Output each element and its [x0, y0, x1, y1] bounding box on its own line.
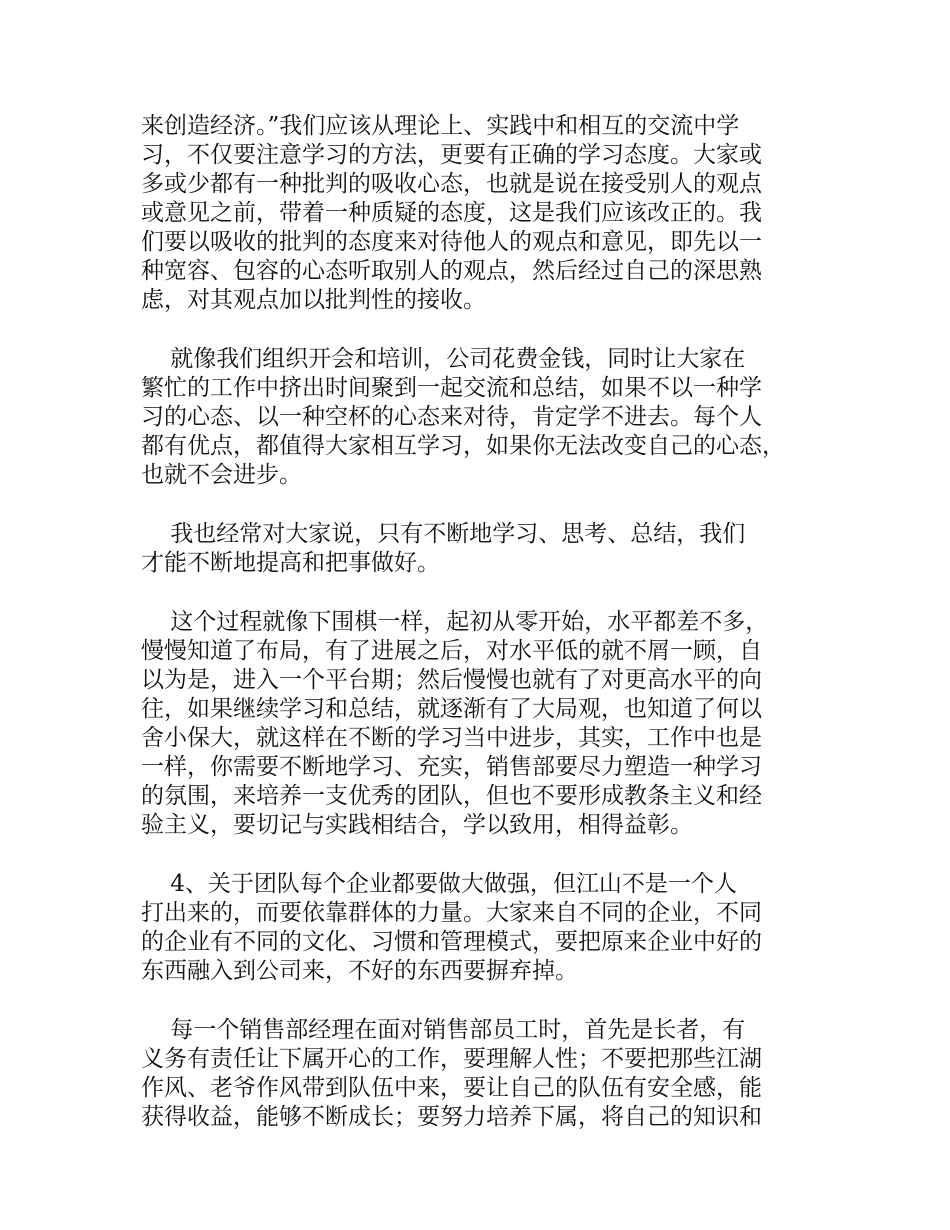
text-line: 才能不断地提高和把事做好。: [141, 550, 440, 576]
paragraph-4: [141, 608, 821, 840]
text-line: 一样，你需要不断地学习、充实，销售部要尽力塑造一种学习: [141, 754, 762, 780]
paragraph-5: [141, 870, 821, 986]
text-line: 作风、老爷作风带到队伍中来，要让自己的队伍有安全感，能: [141, 1075, 762, 1101]
text-line: 以为是，进入一个平台期；然后慢慢也就有了对更高水平的向: [141, 667, 762, 693]
paragraph-2: [141, 345, 821, 490]
text-line: 们要以吸收的批判的态度来对待他人的观点和意见，即先以一: [141, 229, 762, 255]
text-line: 繁忙的工作中挤出时间聚到一起交流和总结，如果不以一种学: [141, 375, 762, 401]
text-line: 种宽容、包容的心态听取别人的观点，然后经过自己的深思熟: [141, 258, 762, 284]
text-line: 都有优点，都值得大家相互学习，如果你无法改变自己的心态，: [141, 433, 785, 459]
text-line: 这个过程就像下围棋一样，起初从零开始，水平都差不多，: [141, 609, 769, 635]
text-line: 慢慢知道了布局，有了进展之后，对水平低的就不屑一顾，自: [141, 638, 762, 664]
text-line: 我也经常对大家说，只有不断地学习、思考、总结，我们: [141, 521, 746, 547]
text-line: 也就不会进步。: [141, 462, 302, 488]
text-line: 东西融入到公司来，不好的东西要摒弃掉。: [141, 958, 578, 984]
text-line: 验主义，要切记与实践相结合，学以致用，相得益彰。: [141, 812, 693, 838]
text-line: 虑，对其观点加以批判性的接收。: [141, 287, 486, 313]
paragraph-6: [141, 1016, 821, 1132]
text-line: 习的心态、以一种空杯的心态来对待，肯定学不进去。每个人: [141, 404, 762, 430]
text-line: 来创造经济。”我们应该从理论上、实践中和相互的交流中学: [141, 113, 740, 139]
text-line: 或意见之前，带着一种质疑的态度，这是我们应该改正的。我: [141, 200, 762, 226]
text-line: 义务有责任让下属开心的工作，要理解人性；不要把那些江湖: [141, 1046, 762, 1072]
paragraph-1: [141, 112, 821, 315]
text-line: 多或少都有一种批判的吸收心态，也就是说在接受别人的观点: [141, 171, 762, 197]
text-line: 的企业有不同的文化、习惯和管理模式，要把原来企业中好的: [141, 929, 762, 955]
text-line: 往，如果继续学习和总结，就逐渐有了大局观，也知道了何以: [141, 696, 762, 722]
paragraph-3: [141, 520, 821, 578]
document-body: [141, 112, 821, 1162]
text-line: 就像我们组织开会和培训，公司花费金钱，同时让大家在: [141, 346, 746, 372]
text-line: 4、关于团队每个企业都要做大做强，但江山不是一个人: [141, 871, 737, 897]
text-line: 获得收益，能够不断成长；要努力培养下属，将自己的知识和: [141, 1104, 762, 1130]
text-line: 习，不仅要注意学习的方法，更要有正确的学习态度。大家或: [141, 142, 762, 168]
text-line: 舍小保大，就这样在不断的学习当中进步，其实，工作中也是: [141, 725, 762, 751]
text-line: 每一个销售部经理在面对销售部员工时，首先是长者，有: [141, 1017, 746, 1043]
text-line: 打出来的，而要依靠群体的力量。大家来自不同的企业，不同: [141, 900, 762, 926]
text-line: 的氛围，来培养一支优秀的团队，但也不要形成教条主义和经: [141, 783, 762, 809]
